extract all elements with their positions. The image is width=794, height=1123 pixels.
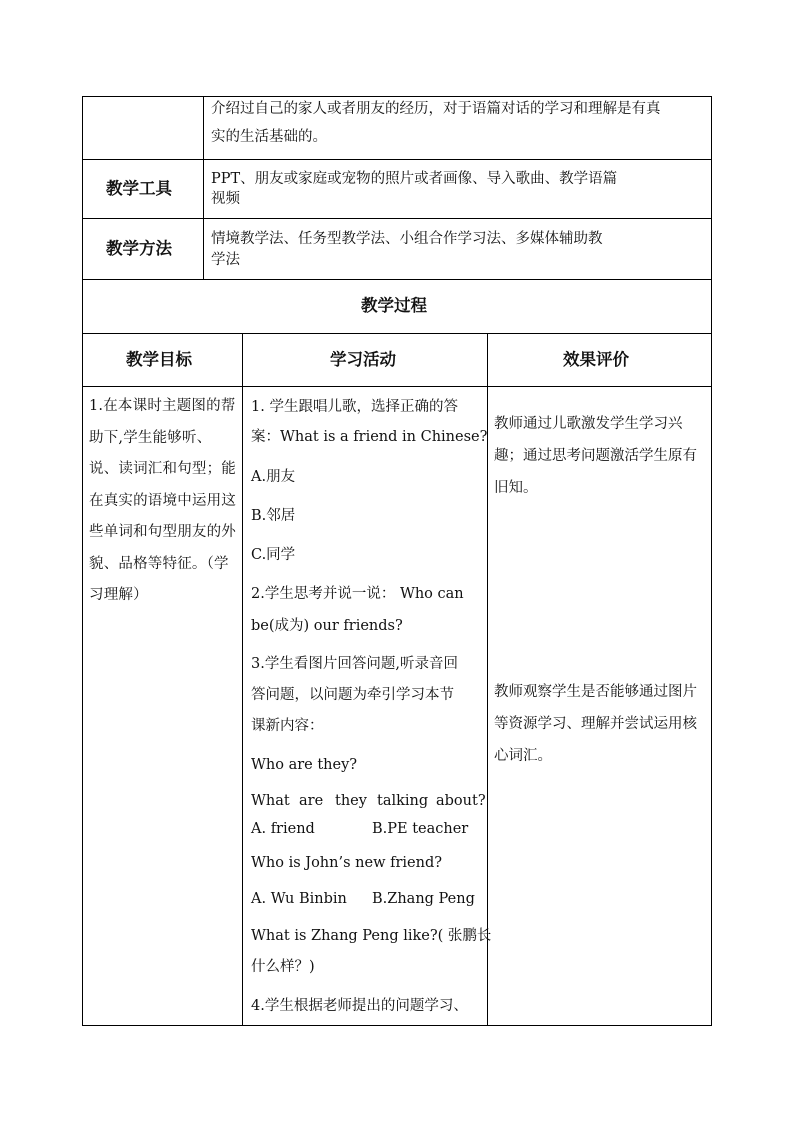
- activity-3-line-1: 3.学生看图片回答问题,听录音回: [251, 656, 458, 672]
- table-border-bottom: [82, 1025, 712, 1026]
- question-4-line-1: What is Zhang Peng like?( 张鹏长: [251, 928, 492, 944]
- option-c: C.同学: [251, 547, 296, 563]
- activity-1-line-1: 1. 学生跟唱儿歌，选择正确的答: [251, 399, 458, 415]
- activity-1-line-2: 案：What is a friend in Chinese?: [251, 429, 488, 445]
- top-row-text-line-1: 介绍过自己的家人或者朋友的经历，对于语篇对话的学习和理解是有真: [211, 101, 661, 117]
- question-2-word: What: [251, 793, 290, 809]
- row-divider: [82, 333, 712, 334]
- question-2-word: they: [335, 793, 367, 809]
- activity-2-line-2: be(成为) our friends?: [251, 618, 403, 634]
- row-divider: [82, 386, 712, 387]
- row-divider: [82, 159, 712, 160]
- question-4-line-2: 什么样？): [251, 959, 315, 975]
- question-2-option-b: B.PE teacher: [372, 821, 469, 837]
- column-header-evaluation: 效果评价: [563, 350, 629, 369]
- question-1: Who are they?: [251, 757, 358, 773]
- top-row-text-line-2: 实的生活基础的。: [211, 129, 327, 145]
- methods-text-line-2: 学法: [211, 252, 240, 268]
- column-header-goal: 教学目标: [126, 350, 192, 369]
- row-divider: [82, 218, 712, 219]
- table-border-left: [82, 96, 83, 1026]
- question-3-option-b: B.Zhang Peng: [372, 891, 475, 907]
- activity-2-line-1: 2.学生思考并说一说： Who can: [251, 586, 464, 602]
- option-a: A.朋友: [251, 469, 296, 485]
- activity-3-line-2: 答问题，以问题为牵引学习本节: [251, 687, 454, 703]
- tools-label: 教学工具: [106, 179, 172, 198]
- question-3-option-a: A. Wu Binbin: [251, 891, 347, 907]
- question-2-word: talking: [377, 793, 429, 809]
- methods-text-line-1: 情境教学法、任务型教学法、小组合作学习法、多媒体辅助教: [211, 231, 603, 247]
- activity-3-line-3: 课新内容：: [251, 718, 324, 734]
- tools-text-line-1: PPT、朋友或家庭或宠物的照片或者画像、导入歌曲、教学语篇: [211, 171, 618, 187]
- column-header-activity: 学习活动: [330, 350, 396, 369]
- question-2-option-a: A. friend: [251, 821, 315, 837]
- tools-text-line-2: 视频: [211, 191, 240, 207]
- process-header: 教学过程: [361, 296, 427, 315]
- activity-4-line-1: 4.学生根据老师提出的问题学习、: [251, 998, 468, 1014]
- question-2-word: are: [299, 793, 324, 809]
- evaluation-1: 教师通过儿歌激发学生学习兴趣；通过思考问题激活学生原有旧知。: [494, 416, 697, 496]
- column-divider: [203, 96, 204, 279]
- goal-text: 1.在本课时主题图的帮助下,学生能够听、说、读词汇和句型；能在真实的语境中运用这些单词和句型朋友的外貌、品格等特征。（学习理解）: [89, 398, 236, 603]
- option-b: B.邻居: [251, 508, 296, 524]
- methods-label: 教学方法: [106, 239, 172, 258]
- row-divider: [82, 279, 712, 280]
- table-border-right: [711, 96, 712, 1026]
- table-border-top: [82, 96, 712, 97]
- question-3: Who is John’s new friend?: [251, 855, 442, 871]
- column-divider: [242, 333, 243, 1025]
- question-2-word: about?: [436, 793, 486, 809]
- evaluation-2: 教师观察学生是否能够通过图片等资源学习、理解并尝试运用核心词汇。: [494, 684, 697, 764]
